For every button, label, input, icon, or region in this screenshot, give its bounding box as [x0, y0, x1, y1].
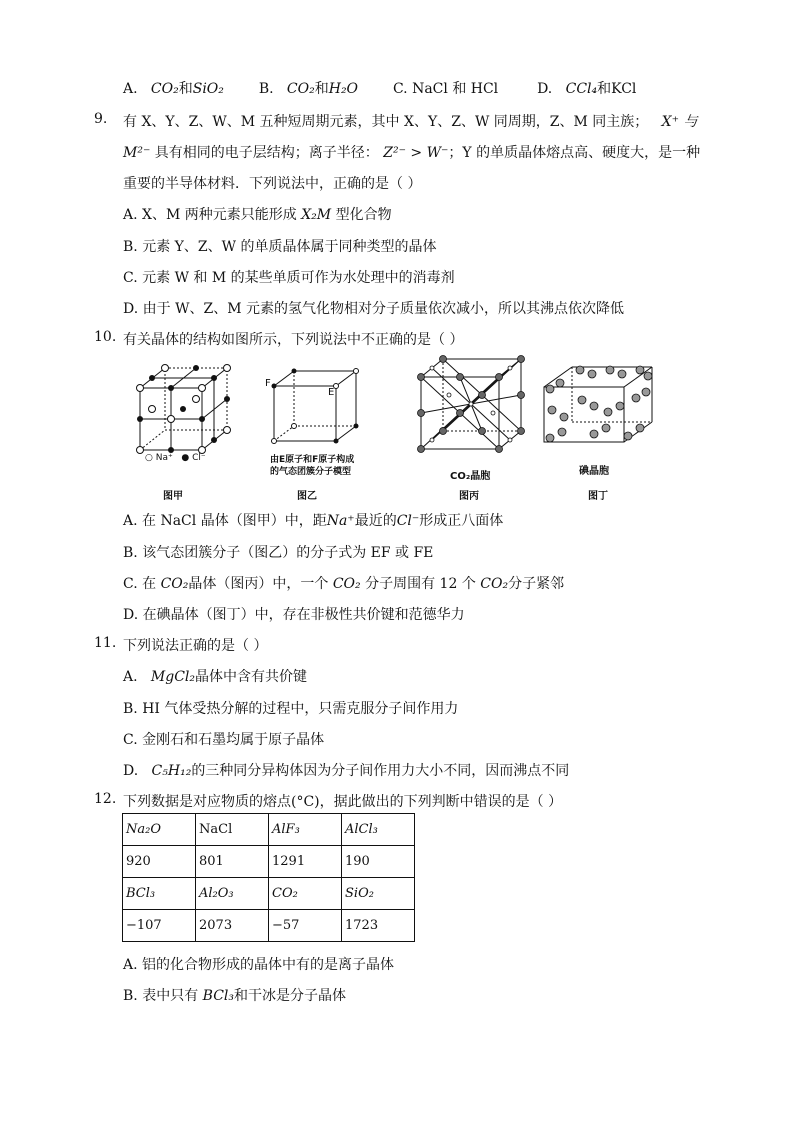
table-row — [123, 910, 415, 942]
table-row — [123, 878, 415, 910]
q9-option-d[interactable]: D. 由于 W、Z、M 元素的氢气化物相对分子质量依次减小，所以其沸点依次降低 — [123, 301, 624, 317]
q10-option-b[interactable]: B. 该气态团簇分子（图乙）的分子式为 EF 或 FE — [123, 545, 434, 561]
co2-cell-title: CO₂晶胞 — [450, 471, 491, 482]
figure-caption-yi: 图乙 — [297, 491, 317, 502]
table-row — [123, 846, 415, 878]
q10-option-c[interactable]: C. 在 CO₂晶体（图丙）中，一个 CO₂ 分子周围有 12 个 CO₂分子紧邻 — [123, 576, 565, 592]
q8-option-d[interactable]: D. CCl₄和KCl — [537, 81, 637, 97]
q11-option-d[interactable]: D. C₅H₁₂的三种同分异构体因为分子间作用力大小不同，因而沸点不同 — [123, 763, 570, 779]
nacl-unit-cell-figure — [130, 363, 245, 463]
table-cell: 920 — [123, 846, 196, 878]
q11-stem: 下列说法正确的是（ ） — [123, 638, 268, 654]
table-cell: BCl₃ — [123, 878, 196, 910]
table-cell: CO₂ — [269, 878, 342, 910]
na-ion-symbol: ○ — [145, 453, 153, 463]
table-cell: NaCl — [196, 814, 269, 846]
iodine-cell-title: 碘晶胞 — [579, 466, 609, 477]
q9-option-c[interactable]: C. 元素 W 和 M 的某些单质可作为水处理中的消毒剂 — [123, 270, 455, 286]
q12-option-a[interactable]: A. 铝的化合物形成的晶体中有的是离子晶体 — [123, 957, 395, 973]
q8-option-a[interactable]: A. CO₂和SiO₂ — [123, 81, 224, 97]
table-cell: −57 — [269, 910, 342, 942]
q12-stem: 下列数据是对应物质的熔点(°C)，据此做出的下列判断中错误的是（ ） — [123, 794, 563, 810]
q10-stem: 有关晶体的结构如图所示，下列说法中不正确的是（ ） — [123, 332, 464, 348]
label-f: F — [265, 378, 271, 389]
cl-ion-symbol: ● — [181, 453, 190, 463]
q9-number: 9. — [94, 111, 108, 127]
table-cell: SiO₂ — [342, 878, 415, 910]
q11-number: 11. — [94, 635, 117, 651]
q11-option-c[interactable]: C. 金刚石和石墨均属于原子晶体 — [123, 732, 325, 748]
table-cell: 1291 — [269, 846, 342, 878]
melting-point-table — [122, 813, 415, 942]
q8-option-c[interactable]: C. NaCl 和 HCl — [392, 81, 499, 97]
table-cell: 2073 — [196, 910, 269, 942]
table-cell: AlCl₃ — [342, 814, 415, 846]
q10-number: 10. — [94, 329, 117, 345]
q9-stem-line2: M²⁻ 具有相同的电子层结构；离子半径： Z²⁻ > W⁻；Y 的单质晶体熔点高、硬度大，是一种 — [123, 145, 701, 161]
table-cell: 801 — [196, 846, 269, 878]
table-cell: −107 — [123, 910, 196, 942]
table-cell: 1723 — [342, 910, 415, 942]
cluster-molecule-figure — [266, 366, 366, 446]
table-cell: AlF₃ — [269, 814, 342, 846]
q8-options — [123, 78, 636, 98]
q10-option-a[interactable]: A. 在 NaCl 晶体（图甲）中，距Na⁺最近的Cl⁻形成正八面体 — [123, 513, 504, 529]
table-cell: 190 — [342, 846, 415, 878]
nacl-legend: ○ Na⁺ ● Cl⁻ — [145, 453, 206, 463]
q9-option-a[interactable]: A. X、M 两种元素只能形成 X₂M 型化合物 — [123, 207, 392, 223]
table-cell: Al₂O₃ — [196, 878, 269, 910]
figure-caption-jia: 图甲 — [163, 491, 183, 502]
iodine-unit-cell-figure — [536, 362, 656, 452]
table-row — [123, 814, 415, 846]
q11-option-a[interactable]: A. MgCl₂晶体中含有共价键 — [123, 669, 308, 685]
cluster-note-1: 由E原子和F原子构成 — [270, 455, 355, 465]
q10-option-d[interactable]: D. 在碘晶体（图丁）中，存在非极性共价键和范德华力 — [123, 607, 465, 623]
q12-number: 12. — [94, 791, 117, 807]
q9-stem-line1: 有 X、Y、Z、W、M 五种短周期元素，其中 X、Y、Z、W 同周期，Z、M 同主族； X⁺ 与 — [123, 114, 698, 130]
q9-stem-line3: 重要的半导体材料．下列说法中，正确的是（ ） — [123, 176, 422, 192]
table-cell: Na₂O — [123, 814, 196, 846]
cluster-note-2: 的气态团簇分子模型 — [270, 467, 352, 477]
figure-caption-ding: 图丁 — [588, 491, 608, 502]
label-e: E — [328, 387, 335, 398]
co2-unit-cell-figure — [413, 355, 528, 455]
q8-option-b[interactable]: B. CO₂和H₂O — [258, 81, 359, 97]
q11-option-b[interactable]: B. HI 气体受热分解的过程中，只需克服分子间作用力 — [123, 701, 459, 717]
q9-option-b[interactable]: B. 元素 Y、Z、W 的单质晶体属于同种类型的晶体 — [123, 239, 437, 255]
q12-option-b[interactable]: B. 表中只有 BCl₃和干冰是分子晶体 — [123, 988, 347, 1004]
figure-caption-bing: 图丙 — [459, 491, 479, 502]
